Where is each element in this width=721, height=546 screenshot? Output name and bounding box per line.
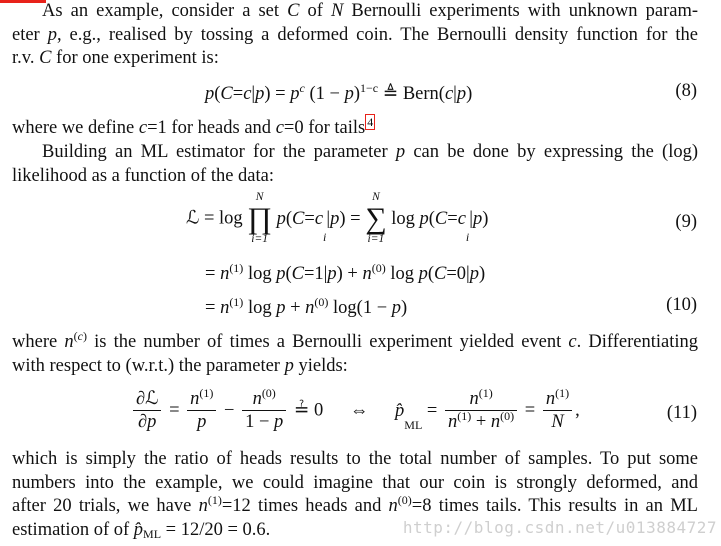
equation-number-11: (11) — [666, 403, 697, 423]
text-line: As an example, consider a set C of N Bernoulli experiments with unknown param- — [42, 1, 698, 21]
text-line: which is simply the ratio of heads results to the total number of samples. To put some — [12, 449, 698, 469]
fraction-ml-ratio: $\frac{n^{(1)}}{n^{(1)} + n^{(0)}}$ — [445, 388, 517, 433]
text-line: likelihood as a function of the data: — [12, 165, 275, 186]
paragraph-differentiating — [12, 331, 698, 378]
paragraph-ml-estimator — [12, 141, 698, 188]
derivative-fraction: $\frac{\text{∂ℒ}}{\partial p}$ — [133, 388, 161, 433]
equation-11: $\frac{\text{∂ℒ}}{\partial p}$ = $\frac{n^{(1)}}{p}$ − $\frac{n^{(0)}}{1 - p}$ ≟ 0 ⇔ $p̂_{ML}$ = $\frac{n^{(1)}}{n^{(1)} + n^{(0)}}$ = $\frac{n^{(1)}}{N}$ , — [130, 388, 580, 433]
text-line: after 20 trials, we have $n^{(1)}=12$ times heads and $n^{(0)}=8$ times tails. This results in an ML — [12, 493, 698, 516]
fraction-n0-over-1-minus-p: $\frac{n^{(0)}}{1 - p}$ — [242, 388, 286, 433]
equation-number-8: (8) — [675, 81, 697, 101]
equation-number-10: (10) — [666, 295, 697, 315]
text-line: eter p, e.g., realised by tossing a deformed coin. The Bernoulli density function for the — [12, 24, 698, 45]
paragraph-definition — [12, 117, 698, 141]
text-line: where $n^{(c)}$ is the number of times a Bernoulli experiment yielded event c. Differentiating — [12, 329, 699, 352]
equation-10: = $n^{(1)}$ $\log p + n^{(0)}$ log(1 − p) — [205, 295, 408, 318]
watermark-url: http://blog.csdn.net/u013884727 — [402, 518, 717, 537]
text-line: numbers into the example, we could imagine that our coin is strongly deformed, and — [12, 472, 698, 493]
footnote-link[interactable]: 4 — [367, 115, 374, 129]
fraction-n1-over-N: $\frac{n^{(1)}}{N}$ — [543, 388, 572, 433]
text-line: with respect to (w.r.t.) the parameter p yields: — [12, 355, 348, 376]
equation-number-9: (9) — [675, 212, 697, 232]
text-line: estimation of of $p̂_{ML} = 12/20 = 0.6$. — [12, 519, 271, 541]
equation-9: ℒ = log N ∏ i=1 $p(C=c_i|p)$ = N ∑ i=1 $\log p(C=c_i|p)$ — [186, 191, 489, 245]
text-line: where we define c=1 for heads and c=0 for tails $^4$ — [12, 115, 374, 138]
equation-8: $p(C=c|p) = p^c$ $(1 - p)^{1-c}$ ≜ Bern(c|p) — [205, 81, 473, 104]
text-line: r.v. C for one experiment is: — [12, 48, 219, 68]
product-operator: N ∏ i=1 — [247, 191, 272, 245]
equation-9-line-2: = $n^{(1)}$ $\log p(C=1|p) + n^{(0)}$ log p(C=0|p) — [205, 261, 486, 284]
paragraph-intro — [12, 0, 698, 71]
text-line: Building an ML estimator for the parameter p can be done by expressing the (log) — [42, 142, 698, 162]
sum-operator: N ∑ i=1 — [365, 191, 387, 245]
fraction-n1-over-p: $\frac{n^{(1)}}{p}$ — [187, 388, 216, 433]
